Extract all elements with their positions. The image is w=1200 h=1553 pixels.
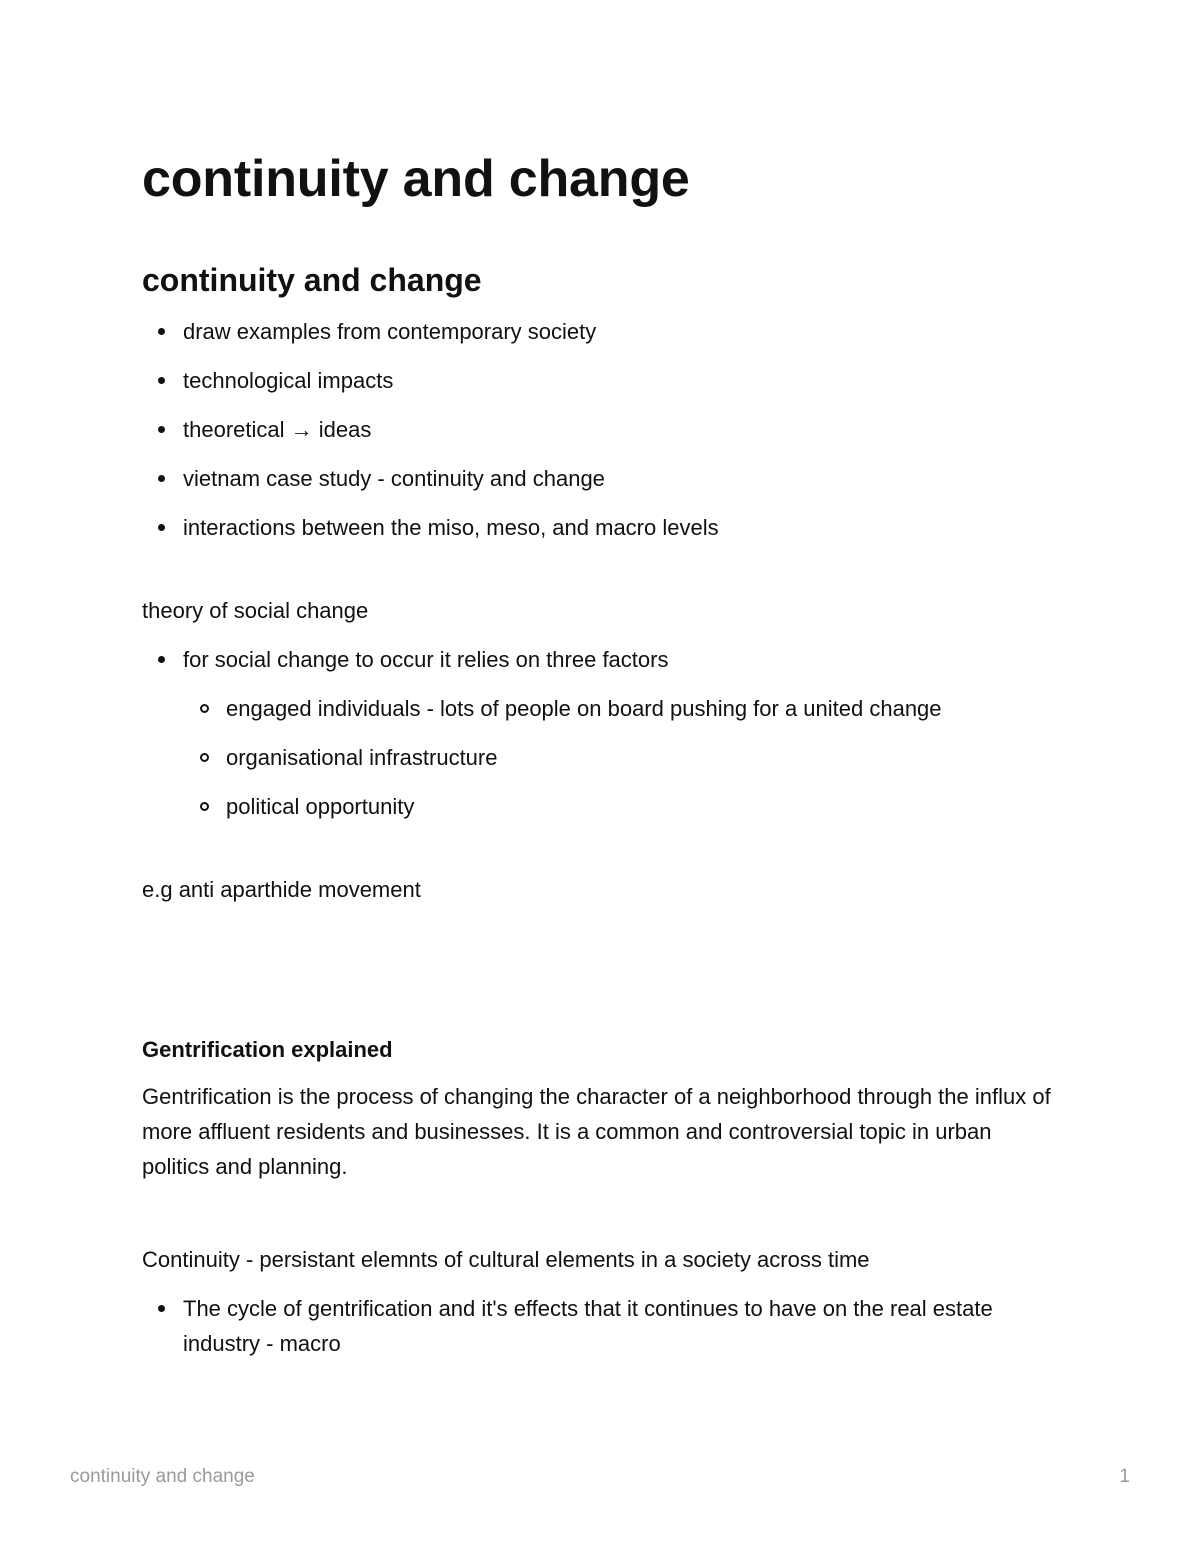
theory-heading: theory of social change <box>142 598 369 623</box>
continuity-definition: Continuity - persistant elemnts of cultural elements in a society across time <box>142 1247 870 1272</box>
page-number: 1 <box>1119 1466 1130 1487</box>
sub-list-item: engaged individuals - lots of people on board pushing for a united change <box>142 691 1062 726</box>
intro-bullet-list <box>142 314 1062 545</box>
sub-list-item: organisational infrastructure <box>142 740 1062 775</box>
gentrification-paragraph: Gentrification is the process of changing the character of a neighborhood through the influx of more affluent residents and businesses. It is a common and controversial topic in urban politics and planning. <box>142 1084 1051 1179</box>
list-item: technological impacts <box>142 363 1062 398</box>
list-item: The cycle of gentrification and it's effects that it continues to have on the real estate industry - macro <box>142 1291 1062 1361</box>
theory-bullet-list <box>142 642 1062 677</box>
continuity-bullet-list <box>142 1291 1062 1361</box>
page-title: continuity and change <box>142 150 690 208</box>
page-content <box>142 148 1062 1375</box>
list-item: theoretical → ideas <box>142 412 1062 447</box>
example-text: e.g anti aparthide movement <box>142 877 421 902</box>
list-item: draw examples from contemporary society <box>142 314 1062 349</box>
list-item: vietnam case study - continuity and change <box>142 461 1062 496</box>
gentrification-heading: Gentrification explained <box>142 1037 393 1062</box>
footer-title: continuity and change <box>70 1466 255 1487</box>
sub-list-item: political opportunity <box>142 789 1062 824</box>
list-item: for social change to occur it relies on three factors <box>142 642 1062 677</box>
section-heading: continuity and change <box>142 262 482 298</box>
factors-sub-list <box>142 691 1062 824</box>
list-item: interactions between the miso, meso, and macro levels <box>142 510 1062 545</box>
